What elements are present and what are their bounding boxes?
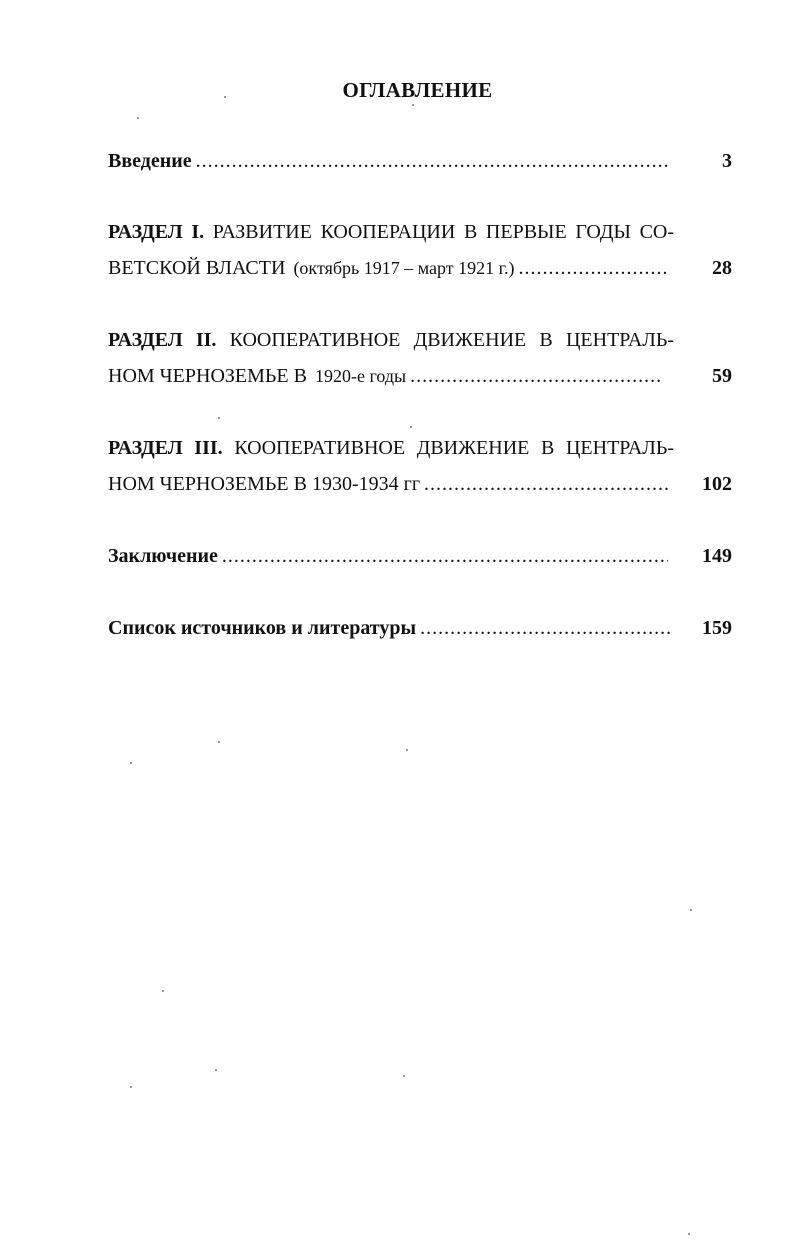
- toc-entry-section-1: [108, 214, 732, 286]
- toc-entry-bibliography: [108, 610, 732, 646]
- scan-speck: [130, 1086, 132, 1088]
- section-date-range: (октябрь 1917 – март 1921 г.): [293, 258, 515, 278]
- section-prefix: РАЗДЕЛ III.: [108, 437, 223, 459]
- section-period: 1920-е годы: [314, 366, 407, 386]
- section-title-continuation: ВЕТСКОЙ ВЛАСТИ: [108, 257, 286, 279]
- scan-speck: [410, 426, 412, 428]
- scan-speck: [412, 104, 414, 106]
- dot-leader: [196, 143, 670, 179]
- scan-speck: [690, 909, 692, 911]
- toc-entry-section-3: [108, 430, 732, 502]
- toc-entry-section-2: [108, 322, 732, 394]
- toc-page-number: 102: [702, 473, 732, 495]
- section-title-part: РАЗВИТИЕ КООПЕРАЦИИ В ПЕРВЫЕ ГОДЫ СО-: [212, 221, 675, 243]
- dot-leader: [420, 610, 670, 646]
- section-title-part: КООПЕРАТИВНОЕ ДВИЖЕНИЕ В ЦЕНТРАЛЬ-: [229, 329, 674, 351]
- scan-speck: [224, 96, 226, 98]
- toc-page-number: 149: [702, 545, 732, 567]
- table-of-contents-heading: ОГЛАВЛЕНИЕ: [342, 78, 493, 102]
- section-title-part: КООПЕРАТИВНОЕ ДВИЖЕНИЕ В ЦЕНТРАЛЬ-: [234, 437, 675, 459]
- toc-entry-title: Список источников и литературы: [108, 617, 417, 639]
- dot-leader: [222, 538, 668, 574]
- section-prefix: РАЗДЕЛ II.: [108, 329, 217, 351]
- toc-page-number: 59: [712, 365, 732, 387]
- toc-entry-conclusion: [108, 538, 732, 574]
- dot-leader: [424, 466, 670, 502]
- scan-speck: [218, 741, 220, 743]
- scan-speck: [406, 749, 408, 751]
- toc-entry-title: Введение: [108, 150, 192, 172]
- dot-leader: [518, 250, 668, 286]
- toc-page-number: 3: [722, 150, 732, 172]
- dot-leader: [410, 358, 660, 394]
- section-prefix: РАЗДЕЛ I.: [108, 221, 205, 243]
- scan-speck: [130, 762, 132, 764]
- toc-entry-title-line-1: [108, 214, 674, 250]
- toc-entry-title-line-1: [108, 430, 674, 466]
- scan-speck: [218, 417, 220, 419]
- section-title-continuation: НОМ ЧЕРНОЗЕМЬЕ В 1930-1934 гг: [108, 473, 421, 495]
- scan-speck: [215, 1069, 217, 1071]
- section-title-continuation: НОМ ЧЕРНОЗЕМЬЕ В: [108, 365, 307, 387]
- toc-page-number: 159: [702, 617, 732, 639]
- scan-speck: [137, 117, 139, 119]
- scan-speck: [162, 990, 164, 992]
- toc-entry-title-line-1: [108, 322, 674, 358]
- toc-page-number: 28: [712, 257, 732, 279]
- scan-speck: [688, 1233, 690, 1235]
- toc-entry-introduction: [108, 143, 732, 179]
- scan-speck: [403, 1075, 405, 1077]
- toc-entry-title: Заключение: [108, 545, 218, 567]
